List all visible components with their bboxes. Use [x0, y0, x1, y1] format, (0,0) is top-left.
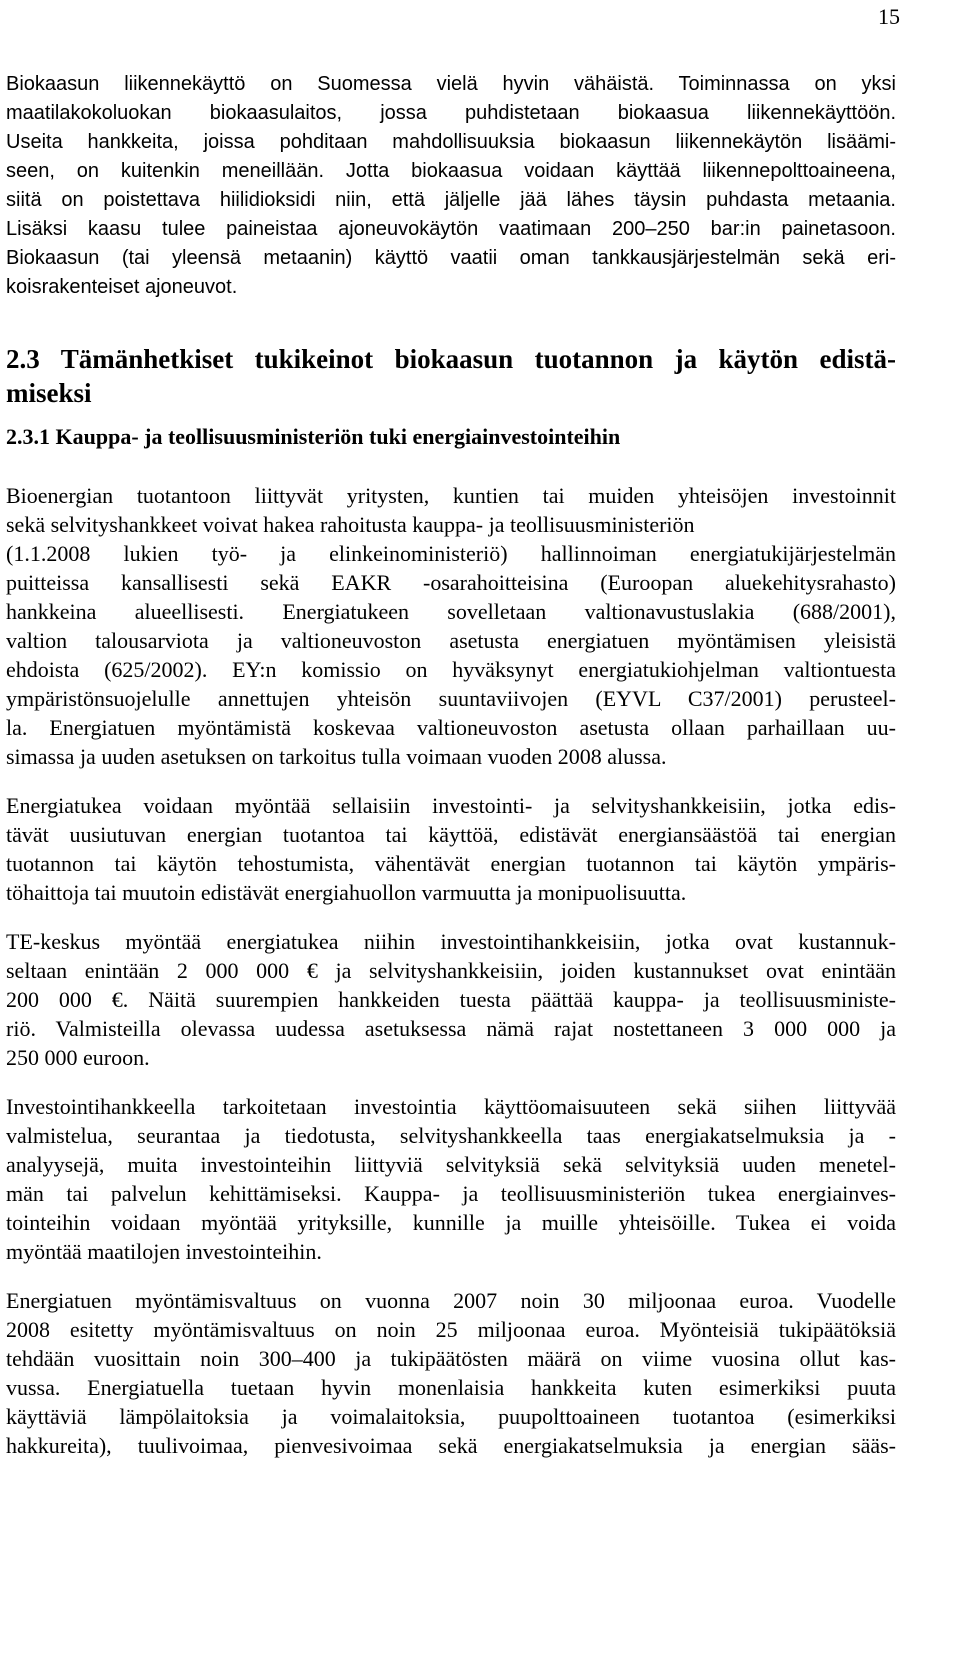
text-line: Useita hankkeita, joissa pohditaan mahdollisuuksia biokaasun liikennekäytön lisäämi- — [6, 131, 896, 153]
text-line: la. Energiatuen myöntämistä koskevaa valtioneuvoston asetusta ollaan parhaillaan uu- — [6, 715, 896, 740]
text-line: valtion talousarviota ja valtioneuvoston asetusta energiatuen myöntämisen yleisistä — [6, 628, 896, 653]
section-heading — [6, 342, 896, 410]
text-line: tehdään vuosittain noin 300–400 ja tukipäätösten määrä on viime vuosina ollut kas- — [6, 1346, 896, 1371]
text-line: vussa. Energiatuella tuetaan hyvin monenlaisia hankkeita kuten esimerkiksi puuta — [6, 1375, 896, 1400]
text-line: Energiatukea voidaan myöntää sellaisiin investointi- ja selvityshankkeisiin, jotka edis- — [6, 793, 896, 818]
text-line: simassa ja uuden asetuksen on tarkoitus tulla voimaan vuoden 2008 alussa. — [6, 744, 667, 769]
text-line: tävät uusiutuvan energian tuotantoa tai käyttöä, edistävät energiansäästöä tai energian — [6, 822, 896, 847]
text-line: Energiatuen myöntämisvaltuus on vuonna 2007 noin 30 miljoonaa euroa. Vuodelle — [6, 1288, 896, 1313]
text-line: töhaittoja tai muutoin edistävät energiahuollon varmuutta ja monipuolisuutta. — [6, 880, 687, 905]
text-line: hankkeina alueellisesti. Energiatukeen sovelletaan valtionavustuslakia (688/2001), — [6, 599, 896, 624]
text-line: maatilakokoluokan biokaasulaitos, jossa puhdistetaan biokaasua liikennekäyttöön. — [6, 102, 896, 124]
text-line: män tai palvelun kehittämiseksi. Kauppa- ja teollisuusministeriön tukea energiainves- — [6, 1181, 896, 1206]
text-line: siitä on poistettava hiilidioksidi niin, että jäljelle jää lähes täysin puhdasta metaania. — [6, 189, 896, 211]
text-line: Investointihankkeella tarkoitetaan investointia käyttöomaisuuteen sekä siihen liittyvää — [6, 1094, 896, 1119]
intro-paragraph — [6, 70, 896, 302]
text-line: Biokaasun (tai yleensä metaanin) käyttö vaatii oman tankkausjärjestelmän sekä eri- — [6, 247, 896, 269]
document-body — [6, 70, 896, 1460]
paragraph — [6, 927, 896, 1072]
text-line: (1.1.2008 lukien työ- ja elinkeinoministeriö) hallinnoiman energiatukijärjestelmän — [6, 541, 896, 566]
text-line: seltaan enintään 2 000 000 € ja selvityshankkeisiin, joiden kustannukset ovat enintään — [6, 958, 896, 983]
text-line: tuotannon tai käytön tehostumista, vähentävät energian tuotannon tai käytön ympäris- — [6, 851, 896, 876]
text-line: puitteissa kansallisesti sekä EAKR -osarahoitteisina (Euroopan aluekehitysrahasto) — [6, 570, 896, 595]
text-line: analyysejä, muita investointeihin liittyviä selvityksiä sekä selvityksiä uuden menetel- — [6, 1152, 896, 1177]
text-line: sekä selvityshankkeet voivat hakea rahoitusta kauppa- ja teollisuusministeriön — [6, 512, 695, 537]
text-line: tointeihin voidaan myöntää yrityksille, kunnille ja muille yhteisöille. Tukea ei voida — [6, 1210, 896, 1235]
text-line: Lisäksi kaasu tulee paineistaa ajoneuvokäytön vaatimaan 200–250 bar:in painetasoon. — [6, 218, 896, 240]
paragraph — [6, 481, 896, 771]
heading-line: 2.3.1 Kauppa- ja teollisuusministeriön tuki energiainvestointeihin — [6, 424, 621, 449]
text-line: 200 000 €. Näitä suurempien hankkeiden tuesta päättää kauppa- ja teollisuusministe- — [6, 987, 896, 1012]
text-line: seen, on kuitenkin meneillään. Jotta biokaasua voidaan käyttää liikennepolttoaineena, — [6, 160, 896, 182]
text-line: ympäristönsuojelulle annettujen yhteisön suuntaviivojen (EYVL C37/2001) perusteel- — [6, 686, 896, 711]
paragraph — [6, 1286, 896, 1460]
text-line: riö. Valmisteilla olevassa uudessa asetuksessa nämä rajat nostettaneen 3 000 000 ja — [6, 1016, 896, 1041]
text-line: Biokaasun liikennekäyttö on Suomessa vielä hyvin vähäistä. Toiminnassa on yksi — [6, 73, 896, 95]
text-line: valmistelua, seurantaa ja tiedotusta, selvityshankkeella taas energiakatselmuksia ja - — [6, 1123, 896, 1148]
heading-line: miseksi — [6, 378, 92, 408]
text-line: TE-keskus myöntää energiatukea niihin investointihankkeisiin, jotka ovat kustannuk- — [6, 929, 896, 954]
text-line: 250 000 euroon. — [6, 1045, 150, 1070]
text-line: 2008 esitetty myöntämisvaltuus on noin 25 miljoonaa euroa. Myönteisiä tukipäätöksiä — [6, 1317, 896, 1342]
page-number: 15 — [878, 4, 900, 29]
text-line: Bioenergian tuotantoon liittyvät yritysten, kuntien tai muiden yhteisöjen investoinnit — [6, 483, 896, 508]
text-line: koisrakenteiset ajoneuvot. — [6, 276, 238, 298]
text-line: myöntää maatilojen investointeihin. — [6, 1239, 322, 1264]
heading-line: 2.3 Tämänhetkiset tukikeinot biokaasun tuotannon ja käytön edistä- — [6, 344, 896, 374]
text-line: käyttäviä lämpölaitoksia ja voimalaitoksia, puupolttoaineen tuotantoa (esimerkiksi — [6, 1404, 896, 1429]
paragraph — [6, 1092, 896, 1266]
subsection-heading — [6, 422, 896, 451]
text-line: ehdoista (625/2002). EY:n komissio on hyväksynyt energiatukiohjelman valtiontuesta — [6, 657, 896, 682]
paragraph — [6, 791, 896, 907]
text-line: hakkureita), tuulivoimaa, pienvesivoimaa sekä energiakatselmuksia ja energian sääs- — [6, 1433, 896, 1458]
